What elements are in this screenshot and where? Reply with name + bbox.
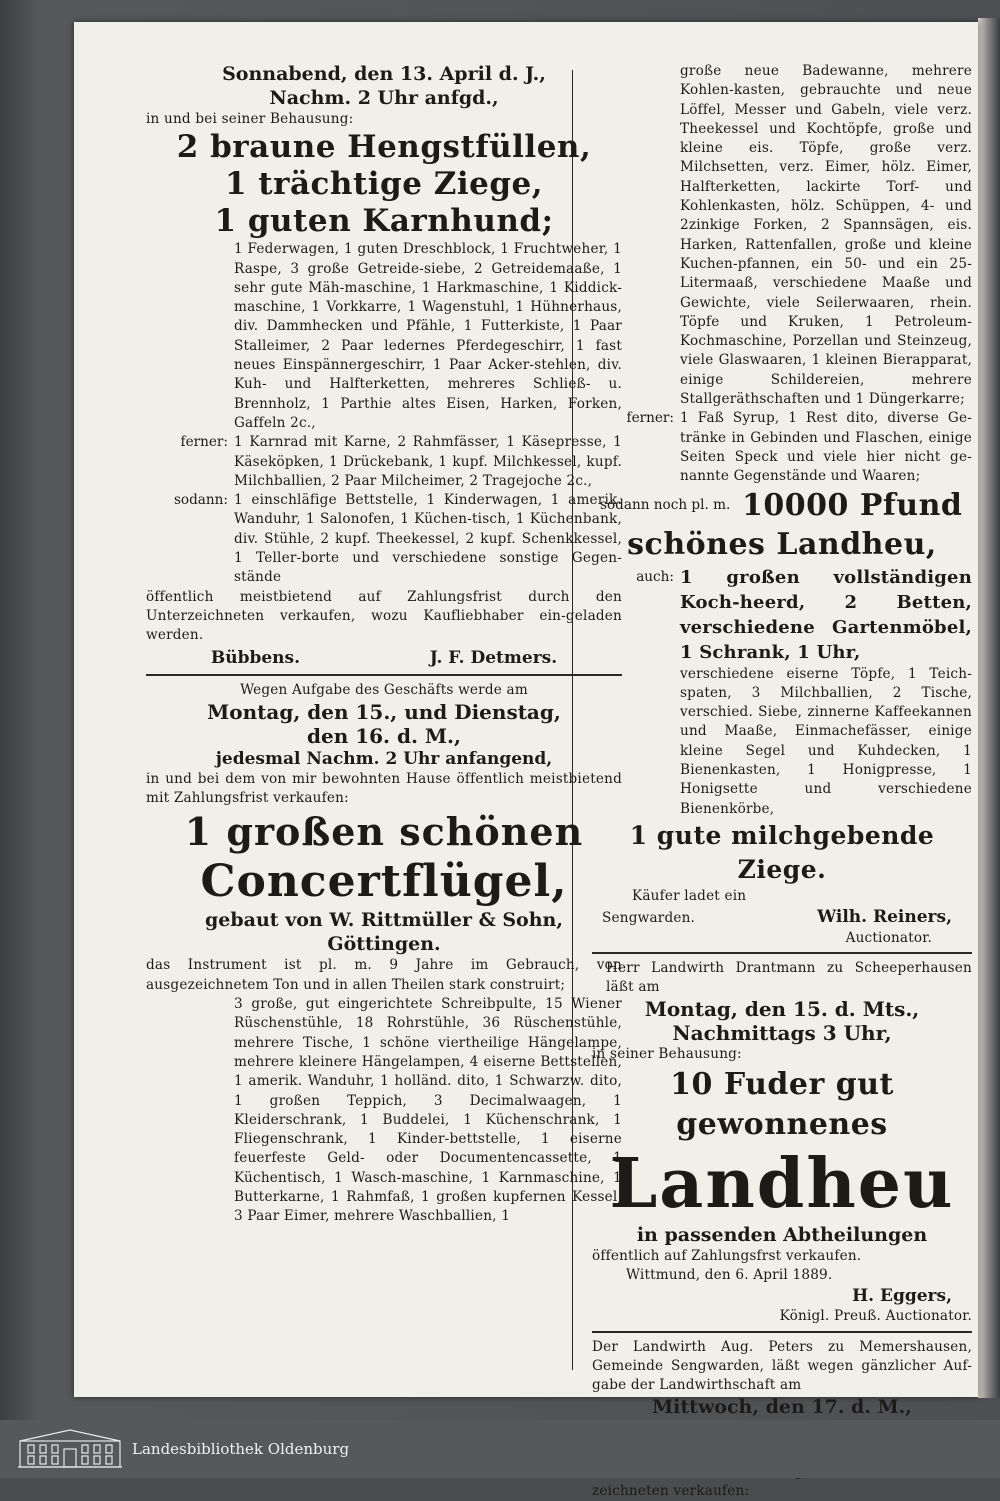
right-column <box>592 62 972 1501</box>
ad2-auch-items: 1 großen vollständigen Koch-heerd, 2 Betten, verschiedene Gartenmöbel, 1 Schrank, 1 Uhr, <box>680 566 972 663</box>
ad2-ferner-text: 1 Faß Syrup, 1 Rest dito, diverse Ge-tränke in Gebinden und Flaschen, einige Seiten Speck und viele hier nicht ge-nannte Gegenstände und Waaren; <box>680 410 972 485</box>
library-building-icon <box>14 1427 126 1471</box>
ad2-auch-label: auch: <box>636 568 674 585</box>
ad2-sodann-row <box>592 487 972 525</box>
ad2-goat: 1 gute milchgebende Ziege. <box>629 820 935 884</box>
ad2-auch-text: verschiedene eiserne Töpfe, 1 Teich-spaten, 3 Milchballien, 2 Tische, verschied. Siebe, zinnerne Kaffeekannen und Maaße, Einmachefässer, einige kleine Segel und Kuhdecken, 1 Bienenkasten, 1 Honigpresse, 1 Honigsette und verschiedene Bienenkörbe, <box>680 665 972 817</box>
ad3-divisions: in passenden Abtheilungen <box>636 1223 928 1246</box>
library-name: Landesbibliothek Oldenburg <box>132 1440 350 1458</box>
ad-separator <box>592 952 972 954</box>
ad1-ferner-row <box>146 433 622 491</box>
ad2-piano-description: das Instrument ist pl. m. 9 Jahre im Gebrauch, von ausgezeichnetem Ton und in allen Theilen stark construirt; <box>146 957 622 993</box>
ad1-item-list: 1 Federwagen, 1 guten Dreschblock, 1 Fruchtweher, 1 Raspe, 3 große Getreide-siebe, 2 Getreidemaaße, 1 sehr gute Mäh-maschine, 1 Harkmaschine, 1 Kiddick-maschine, 1 Vorkkarre, 1 Wagenstuhl, 1 Hühnerhaus, div. Dammhecken und Pfähle, 1 Futterkiste, 1 Paar Stalleimer, 2 Paar ledernes Pferdegeschirr, 1 fast neues Einspännergeschirr, 1 Paar Acker-stehlen, div. Kuh- und Halfterketten, mehreres Schließ- u. Brennholz, 1 Parthie altes Eisen, Harken, Forken, Gaffeln 2c., <box>234 241 622 431</box>
ad3-signature-title: Königl. Preuß. Auctionator. <box>779 1308 972 1325</box>
ad3-text: öffentlich auf Zahlungsfrst verkaufen. <box>592 1247 862 1264</box>
ad3-signature-name: H. Eggers, <box>852 1286 952 1307</box>
ad2-intro-text: in und bei dem von mir bewohnten Hause öffentlich meistbietend mit Zahlungsfrist verkaufen: <box>146 770 622 807</box>
ad1-signature <box>146 646 622 670</box>
ad1-ferner-label: ferner: <box>180 434 228 451</box>
ad3-headline-date: Montag, den 15. d. Mts., <box>644 997 920 1022</box>
ad2-signature <box>592 906 972 928</box>
ad1-closing-text: öffentlich meistbietend auf Zahlungsfrist durch den Unterzeichneten verkaufen, wozu Kaufliebhaber ein-geladen werden. <box>146 588 622 644</box>
ad4-text: zeichneten verkaufen: <box>592 1483 750 1500</box>
page-edge <box>978 18 1000 1398</box>
ad-separator <box>592 1331 972 1333</box>
ad4-intro: Der Landwirth Aug. Peters zu Memershausen, Gemeinde Sengwarden, läßt wegen gänzlicher Auf-gabe der Landwirthschaft am <box>592 1338 972 1394</box>
ad1-item-dog: 1 guten Karnhund; <box>214 203 554 240</box>
ad2-piano-line1: 1 großen schönen <box>184 809 584 855</box>
ad2-signature-title: Auctionator. <box>845 929 932 946</box>
ad2-piano-line2: Concertflügel, <box>200 856 568 908</box>
ad3-place: in seiner Behausung: <box>592 1046 742 1063</box>
ad2-auch-row <box>592 565 972 665</box>
ad1-sodann-text: 1 einschläfige Bettstelle, 1 Kinderwagen, 1 amerik. Wanduhr, 1 Salonofen, 1 Küchen-tisch, 1 Küchenbank, div. Stühle, 2 kupf. Theekessel, 2 kupf. Schenkkessel, 1 Teller-borte und verschiedene sonstige Gegen-stände <box>234 492 622 586</box>
ad1-sodann-row <box>146 491 622 587</box>
ad3-headline-time: Nachmittags 3 Uhr, <box>672 1021 892 1046</box>
ad2-signature-place: Sengwarden. <box>602 910 696 927</box>
ad1-intro: in und bei seiner Behausung: <box>146 111 354 127</box>
ad4-headline-date: Mittwoch, den 17. d. M., <box>652 1396 912 1419</box>
ad2-maker: gebaut von W. Rittmüller & Sohn, <box>205 909 563 932</box>
ad3-intro: Herr Landwirth Drantmann zu Scheeperhausen läßt am <box>606 959 972 996</box>
ad2-headline-days: Montag, den 15., und Dienstag, <box>207 699 561 724</box>
ad2-sodann-label: sodann noch pl. m. <box>600 496 731 513</box>
ad2-item-list-continued: große neue Badewanne, mehrere Kohlen-kasten, gebrauchte und neue Löffel, Messer und Gabeln, viele verz. Theekessel und Kochtöpfe, große und kleine eis. Töpfe, große verz. Milchsetten, verz. Eimer, hölz. Eimer, Halfterketten, lackirte Torf- und Kohlenkasten, hölz. Schüppen, 4- und 2zinkige Forken, 2 Spannsägen, eis. Harken, Rattenfallen, große und kleine Kuchen-pfannen, ein 50- und ein 25-Litermaaß, verschiedene Maaße und Gewichte, viele Seilerwaaren, rhein. Töpfe und Kruken, 1 Petroleum-Kochmaschine, Porzellan und Steinzeug, viele Glaswaaren, 1 kleinen Bierapparat, einige Schildereien, mehrere Stallgeräthschaften und 1 Düngerkarre; <box>680 63 972 408</box>
left-column <box>146 62 622 1227</box>
ad3-date: Wittmund, den 6. April 1889. <box>626 1266 833 1283</box>
ad2-signature-name: Wilh. Reiners, <box>817 907 952 928</box>
ad1-headline-date: Sonnabend, den 13. April d. J., <box>222 63 546 85</box>
ad1-signature-name: J. F. Detmers. <box>429 647 558 668</box>
ad3-quantity: 10 Fuder gut gewonnenes <box>670 1066 894 1142</box>
ad2-ferner-row <box>592 409 972 486</box>
ad2-maker-city: Göttingen. <box>327 933 441 956</box>
ad2-buyers-invite: Käufer ladet ein <box>632 887 747 904</box>
ad1-sodann-label: sodann: <box>173 492 228 509</box>
ad3-landheu: Landheu <box>609 1143 955 1224</box>
ad1-item-foals: 2 braune Hengstfüllen, <box>176 129 592 166</box>
ad2-headline-time: jedesmal Nachm. 2 Uhr anfangend, <box>215 748 553 769</box>
ad2-hay-amount: 10000 Pfund <box>742 487 963 523</box>
ad1-item-goat: 1 trächtige Ziege, <box>224 166 544 203</box>
footer-bar <box>0 1420 1000 1478</box>
ad1-headline-time: Nachm. 2 Uhr anfgd., <box>269 87 499 109</box>
ad2-ferner-label: ferner: <box>626 410 674 427</box>
ad1-signature-place: Bübbens. <box>210 647 301 668</box>
ad1-ferner-text: 1 Karnrad mit Karne, 2 Rahmfässer, 1 Käsepresse, 1 Käseköpken, 1 Drückebank, 1 kupf. Milchkessel, kupf. Milchballien, 2 Paar Milcheimer, 2 Tragejoche 2c., <box>234 434 622 489</box>
ad2-item-list: 3 große, gut eingerichtete Schreibpulte, 15 Wiener Rüschenstühle, 18 Rohrstühle, 36 Rüschenstühle, mehrere Tische, 1 schöne viertheilige Hängelampe, mehrere kleinere Hängelampen, 4 eiserne Bettstellen, 1 amerik. Wanduhr, 1 holländ. dito, 1 Schwarzw. dito, 1 großen Teppich, 3 Decimalwaagen, 1 Kleiderschrank, 1 Buddelei, 1 Küchenschrank, 1 Fliegenschrank, 1 Kinder-bettstelle, 1 eiserne feuerfeste Geld- oder Documentencassette, 1 Küchentisch, 1 Wasch-maschine, 1 Karnmaschine, 1 Butterkarne, 1 Rahmfaß, 1 großen kupfernen Kessel, 3 Paar Eimer, mehrere Waschballien, 1 <box>234 996 622 1225</box>
ad-separator <box>146 674 622 676</box>
ad2-intro: Wegen Aufgabe des Geschäfts werde am <box>240 681 528 698</box>
ad2-hay-label: schönes Landheu, <box>627 526 937 562</box>
ad2-headline-date: den 16. d. M., <box>307 723 461 748</box>
